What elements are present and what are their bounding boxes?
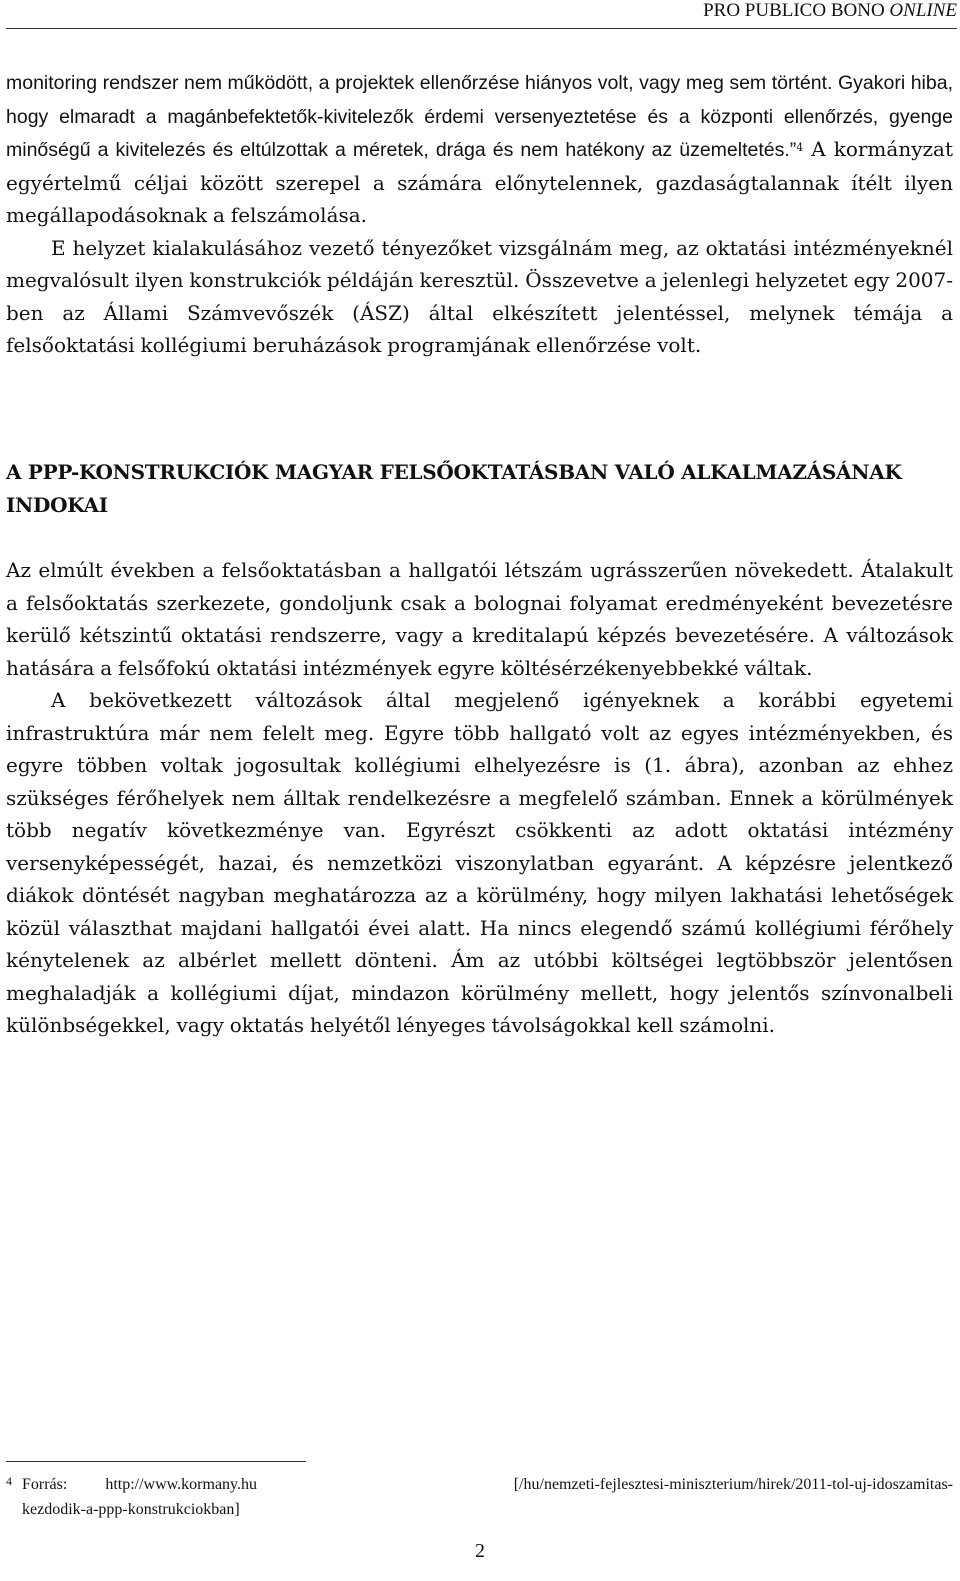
intro-paragraph-1-part1: monitoring rendszer nem működött, a projektek ellenőrzése hiányos volt, vagy meg sem történt. Gyakori hiba, hogy elmaradt a magánbefektetők-kivitelezők érdemi versenyeztetése és a központi ellenőrzés, gyenge minőségű a kivitelezés és eltúlzottak a méretek, drága és nem hatékony az üzemeltetés.”: [6, 72, 953, 161]
footnote-reference-4[interactable]: 4: [796, 141, 804, 154]
section-paragraph-2: A bekövetkezett változások által megjelenő igényeknek a korábbi egyetemi infrastruktúra már nem felelt meg. Egyre több hallgató volt az egyes intézményekben, és egyre többen voltak jogosultak kollégiumi elhelyezésre is (1. ábra), azonban az ehhez szükséges férőhelyek nem álltak rendelkezésre a megfelelő számban. Ennek a körülmények több negatív következménye van. Egyrészt csökkenti az adott oktatási intézmény versenyképességét, hazai, és nemzetközi viszonylatban egyaránt. A képzésre jelentkező diákok döntését nagyban meghatározza az a körülmény, hogy milyen lakhatási lehetőségek közül választhat majdani hallgatói évei alatt. Ha nincs elegendő számú kollégiumi férőhely kénytelenek az albérlet mellett dönteni. Ám az utóbbi költségei legtöbbször jelentősen meghaladják a kollégiumi díjat, mindazon körülmény mellett, hogy jelentős színvonalbeli különbségekkel, vagy oktatás helyétől lényeges távolságokkal kell számolni.: [6, 688, 953, 1037]
journal-name: PRO PUBLICO BONO: [703, 0, 885, 21]
section-text: [6, 554, 953, 1042]
running-header: [0, 0, 957, 22]
section-paragraph-1: Az elmúlt években a felsőoktatásban a hallgatói létszám ugrásszerűen növekedett. Átalakult a felsőoktatás szerkezete, gondoljunk csak a bolognai folyamat eredményeként bevezetésre kerülő kétszintű oktatási rendszerre, vagy a kreditalapú képzés bevezetésére. A változások hatására a felsőfokú oktatási intézmények egyre költésérzékenyebbekké váltak.: [6, 558, 953, 680]
footnote-path-part2: kezdodik-a-ppp-konstrukciokban]: [22, 1501, 240, 1518]
footnote-url-link[interactable]: http://www.kormany.hu: [105, 1476, 258, 1493]
footnote-source-label: Forrás:: [22, 1476, 68, 1493]
section-heading: A PPP-KONSTRUKCIÓK MAGYAR FELSŐOKTATÁSBAN VALÓ ALKALMAZÁSÁNAK INDOKAI: [6, 460, 902, 517]
intro-text: [6, 66, 953, 362]
intro-paragraph-1-part2: A kormányzat egyértelmű céljai között szerepel a számára előnytelennek, gazdaságtalannak ítélt ilyen megállapodásoknak a felszámolása.: [6, 137, 953, 227]
journal-online-label: ONLINE: [889, 0, 957, 21]
footnote-number: 4: [6, 1474, 12, 1488]
page-number: 2: [475, 1540, 485, 1562]
intro-paragraph-1: [6, 66, 953, 232]
header-divider: [6, 28, 957, 29]
intro-paragraph-2: E helyzet kialakulásához vezető tényezőket vizsgálnám meg, az oktatási intézményeknél megvalósult ilyen konstrukciók példáján keresztül. Összevetve a jelenlegi helyzetet egy 2007-ben az Állami Számvevőszék (ÁSZ) által elkészített jelentéssel, melynek témája a felsőoktatási kollégiumi beruházások programjának ellenőrzése volt.: [6, 235, 953, 357]
footnote-divider: [6, 1461, 306, 1462]
footnote-path-part1: [/hu/nemzeti-fejlesztesi-miniszterium/hirek/2011-tol-uj-idoszamitas-: [513, 1476, 953, 1493]
footnote: [6, 1472, 953, 1522]
